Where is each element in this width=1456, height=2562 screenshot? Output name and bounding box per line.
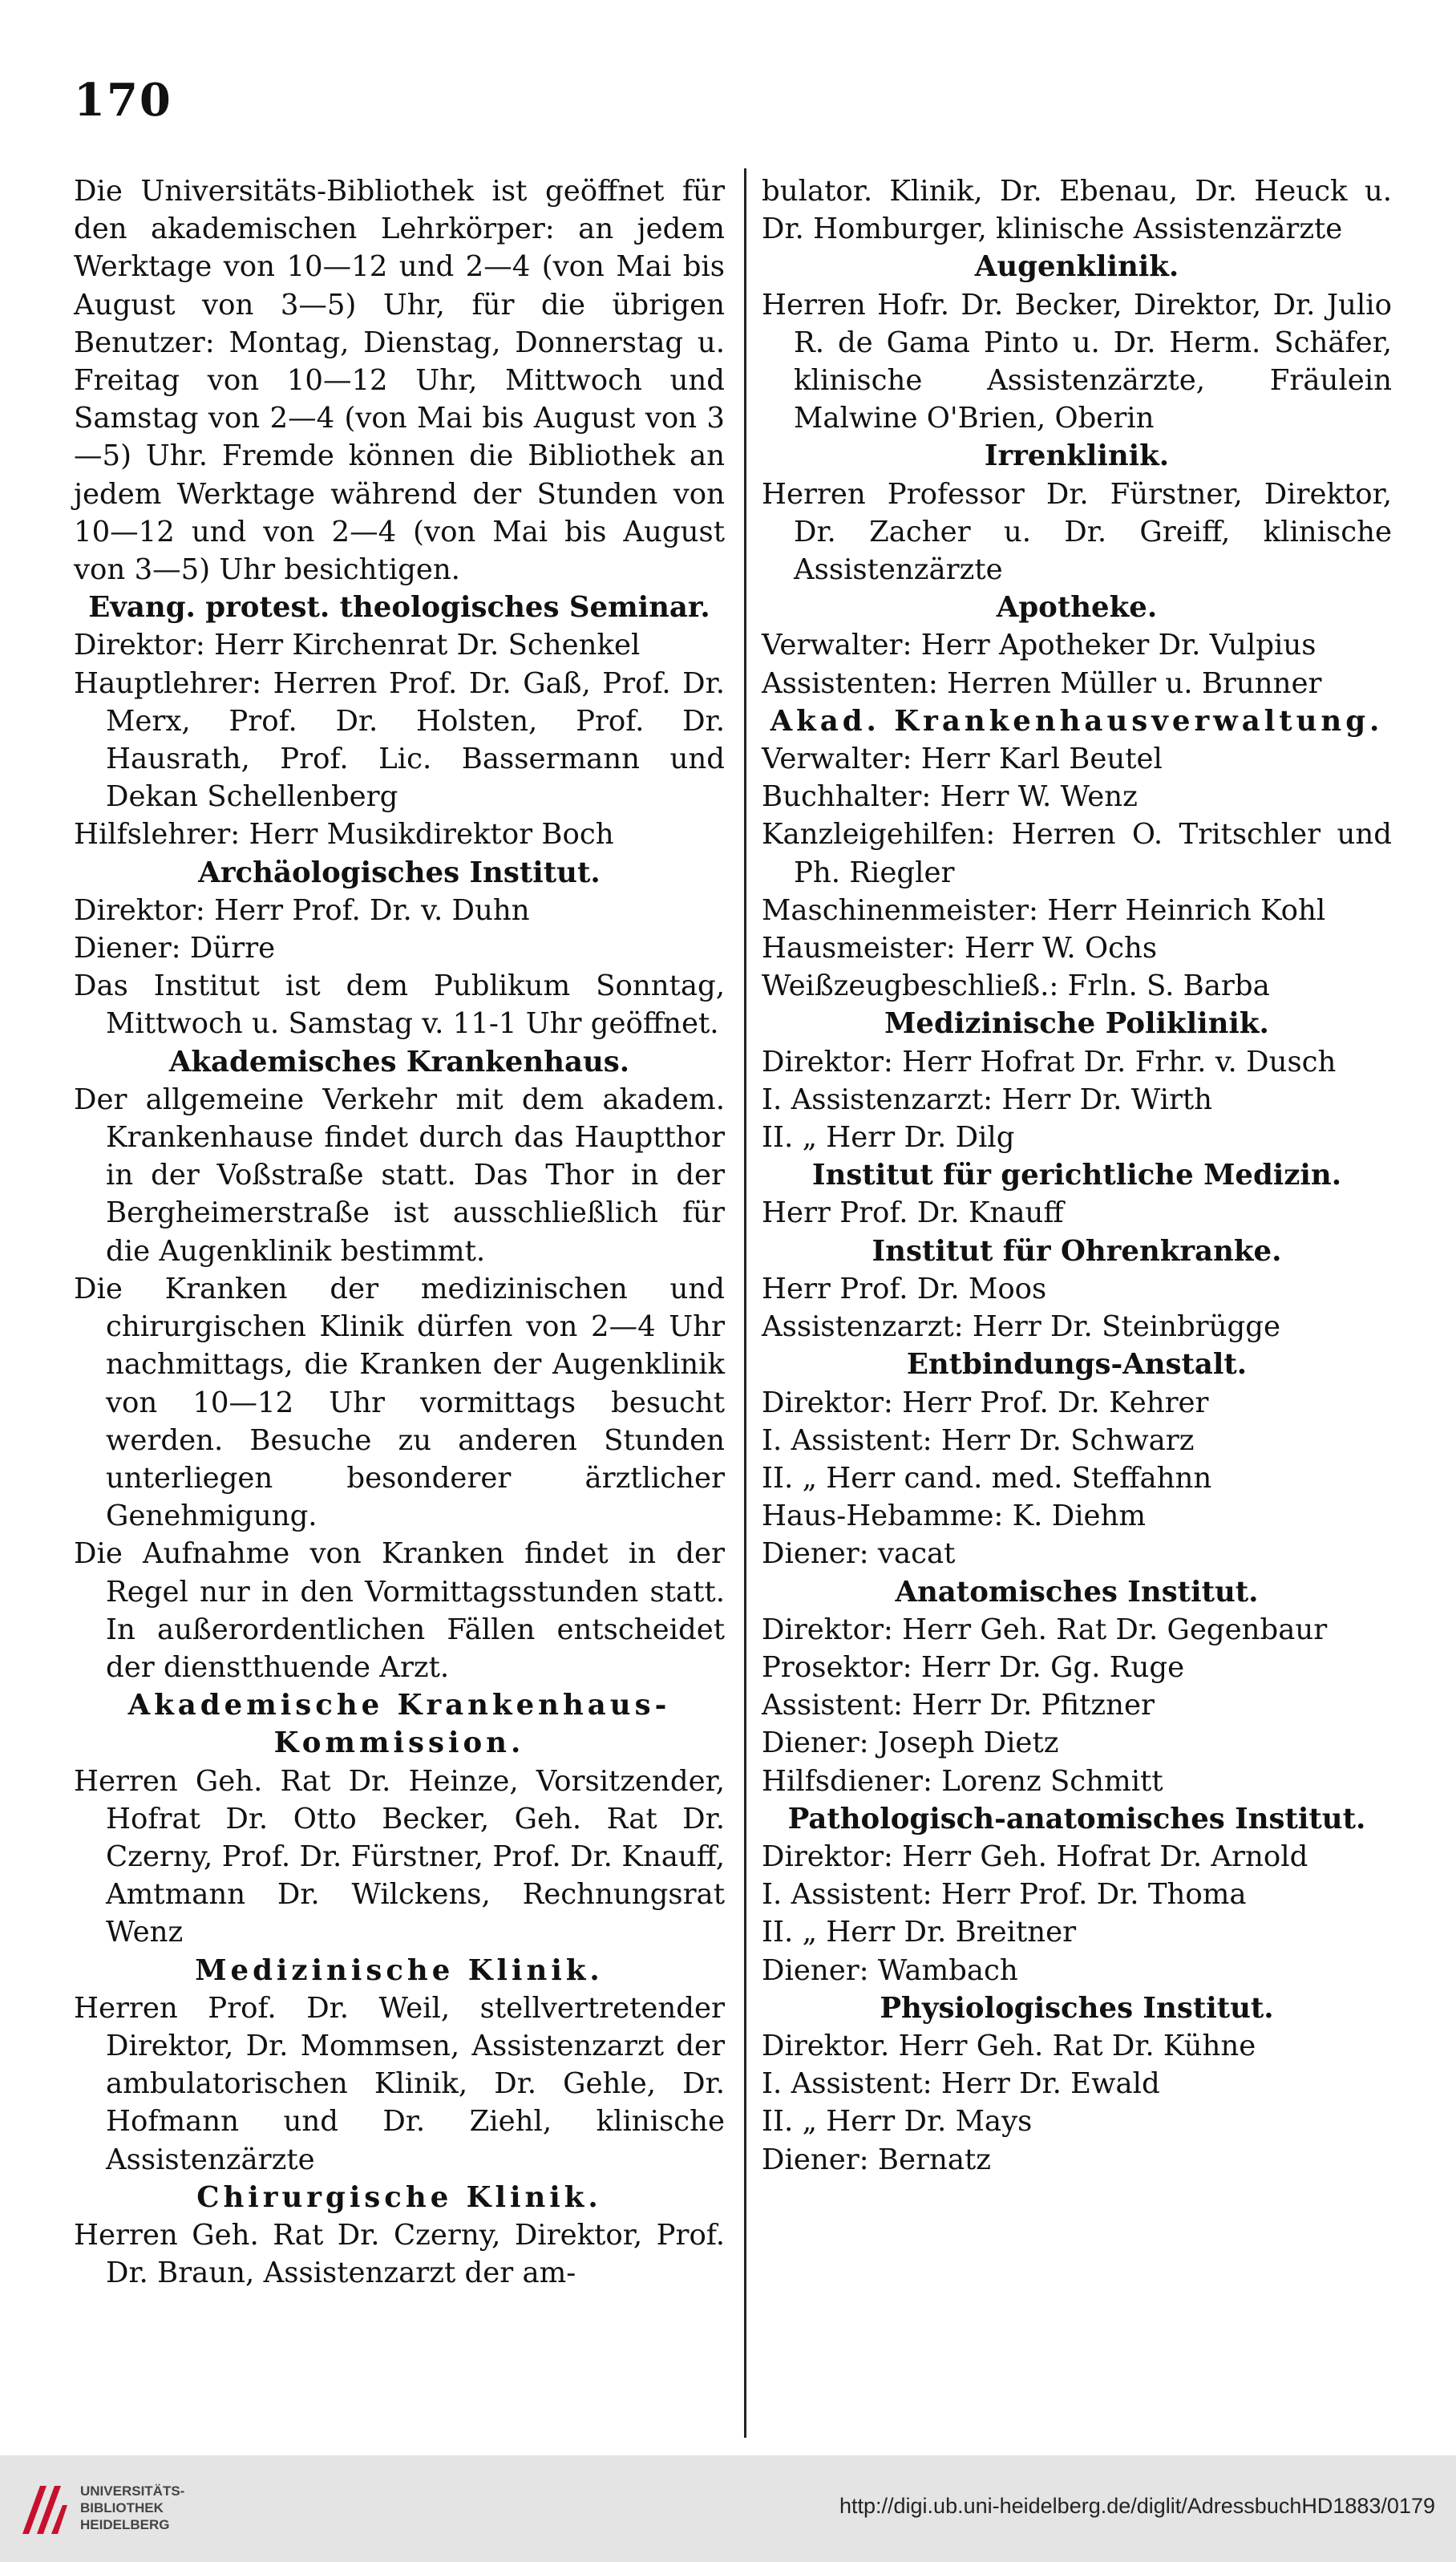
entry-text: Hilfslehrer: Herr Musikdirektor Boch: [74, 818, 614, 852]
entry-text: Herren Professor Dr. Fürstner, Direktor, Dr. Zacher u. Dr. Greiff, klinische Assistenzärzte: [762, 477, 1392, 587]
entry-text: Herren Prof. Dr. Weil, stellvertretender Direktor, Dr. Mommsen, Assistenzarzt der ambulatorischen Klinik, Dr. Gehle, Dr. Hofmann und Dr. Ziehl, klinische Assistenzärzte: [74, 1991, 725, 2176]
section-heading: Akademische Krankenhaus-Kommission.: [127, 1689, 671, 1760]
logo-line: BIBLIOTHEK: [80, 2500, 164, 2515]
section-heading: Archäologisches Institut.: [198, 856, 601, 889]
section-heading: Medizinische Poliklinik.: [884, 1007, 1269, 1041]
entry-text: Assistent: Herr Dr. Pfitzner: [762, 1689, 1155, 1722]
entry-text: II. „ Herr Dr. Dilg: [762, 1121, 1015, 1155]
entry-text: II. „ Herr Dr. Breitner: [762, 1916, 1077, 1949]
entry-text: Kanzleigehilfen: Herren O. Tritschler und Ph. Riegler: [762, 818, 1392, 889]
logo-line: UNIVERSITÄTS-: [80, 2483, 185, 2499]
library-logo-icon: [16, 2478, 72, 2542]
entry-text: Direktor: Herr Prof. Dr. v. Duhn: [74, 893, 530, 927]
left-column: [74, 172, 725, 2292]
entry-text: Weißzeugbeschließ.: Frln. S. Barba: [762, 969, 1270, 1003]
entry-text: II. „ Herr cand. med. Steffahnn: [762, 1461, 1212, 1495]
entry-text: Direktor. Herr Geh. Rat Dr. Kühne: [762, 2029, 1256, 2062]
entry-text: Herr Prof. Dr. Moos: [762, 1272, 1047, 1305]
section-heading: Akad. Krankenhausverwaltung.: [770, 704, 1384, 738]
entry-text: Diener: Joseph Dietz: [762, 1726, 1059, 1760]
entry-text: Herren Geh. Rat Dr. Czerny, Direktor, Prof. Dr. Braun, Assistenzarzt der am-: [74, 2218, 725, 2290]
library-logo-text: [80, 2483, 184, 2533]
entry-text: Assistenten: Herren Müller u. Brunner: [762, 666, 1322, 700]
paragraph-text: bulator. Klinik, Dr. Ebenau, Dr. Heuck u. Dr. Homburger, klinische Assistenzärzte: [762, 175, 1392, 246]
entry-text: Buchhalter: Herr W. Wenz: [762, 780, 1138, 814]
footer-bar: [0, 2455, 1456, 2562]
entry-text: Die Aufnahme von Kranken findet in der Regel nur in den Vormittagsstunden statt. In außerordentlichen Fällen entscheidet der dienstthuende Arzt.: [74, 1537, 725, 1684]
entry-text: II. „ Herr Dr. Mays: [762, 2105, 1033, 2139]
entry-text: Diener: vacat: [762, 1537, 956, 1571]
entry-text: Die Kranken der medizinischen und chirurgischen Klinik dürfen von 2—4 Uhr nachmittags, die Kranken der Augenklinik von 10—12 Uhr vormittags besucht werden. Besuche zu anderen Stunden unterliegen besonderer ärztlicher Genehmigung.: [74, 1272, 725, 1533]
entry-text: Herren Hofr. Dr. Becker, Direktor, Dr. Julio R. de Gama Pinto u. Dr. Herm. Schäfer, klinische Assistenzärzte, Fräulein Malwine O'Brien, Oberin: [762, 288, 1392, 435]
section-heading: Entbindungs-Anstalt.: [906, 1348, 1248, 1382]
entry-text: Prosektor: Herr Dr. Gg. Ruge: [762, 1650, 1185, 1684]
entry-text: Herr Prof. Dr. Knauff: [762, 1196, 1064, 1230]
entry-text: Diener: Wambach: [762, 1953, 1018, 1987]
section-heading: Akademisches Krankenhaus.: [168, 1045, 630, 1079]
entry-text: Verwalter: Herr Apotheker Dr. Vulpius: [762, 629, 1316, 662]
entry-text: Herren Geh. Rat Dr. Heinze, Vorsitzender, Hofrat Dr. Otto Becker, Geh. Rat Dr. Czerny, Prof. Dr. Fürstner, Prof. Dr. Knauff, Amtmann Dr. Wilckens, Rechnungsrat Wenz: [74, 1764, 725, 1949]
entry-text: Direktor: Herr Prof. Dr. Kehrer: [762, 1386, 1209, 1419]
entry-text: I. Assistent: Herr Prof. Dr. Thoma: [762, 1878, 1247, 1912]
section-heading: Anatomisches Institut.: [895, 1575, 1259, 1609]
column-divider: [744, 168, 746, 2438]
entry-text: Verwalter: Herr Karl Beutel: [762, 743, 1163, 776]
page-number: 170: [74, 74, 172, 127]
section-heading: Irrenklinik.: [984, 439, 1170, 473]
right-column: [762, 172, 1392, 2179]
section-heading: Institut für Ohrenkranke.: [872, 1234, 1282, 1268]
entry-text: I. Assistent: Herr Dr. Schwarz: [762, 1423, 1195, 1457]
entry-text: Direktor: Herr Kirchenrat Dr. Schenkel: [74, 629, 641, 662]
entry-text: Diener: Bernatz: [762, 2143, 991, 2176]
section-heading: Institut für gerichtliche Medizin.: [811, 1159, 1342, 1192]
source-url-link[interactable]: http://digi.ub.uni-heidelberg.de/diglit/AdressbuchHD1883/0179: [839, 2494, 1435, 2518]
entry-text: Assistenzarzt: Herr Dr. Steinbrügge: [762, 1310, 1280, 1344]
entry-text: Direktor: Herr Hofrat Dr. Frhr. v. Dusch: [762, 1045, 1337, 1079]
entry-text: Maschinenmeister: Herr Heinrich Kohl: [762, 893, 1326, 927]
section-heading: Pathologisch-anatomisches Institut.: [787, 1802, 1366, 1835]
entry-text: Hilfsdiener: Lorenz Schmitt: [762, 1764, 1163, 1798]
entry-text: Diener: Dürre: [74, 932, 276, 965]
section-heading: Chirurgische Klinik.: [196, 2180, 602, 2214]
section-heading: Evang. protest. theologisches Seminar.: [88, 591, 710, 625]
entry-text: Direktor: Herr Geh. Hofrat Dr. Arnold: [762, 1840, 1308, 1873]
entry-text: I. Assistenzarzt: Herr Dr. Wirth: [762, 1083, 1213, 1116]
entry-text: Haus-Hebamme: K. Diehm: [762, 1500, 1147, 1533]
section-heading: Physiologisches Institut.: [880, 1991, 1274, 2025]
entry-text: Hauptlehrer: Herren Prof. Dr. Gaß, Prof. Dr. Merx, Prof. Dr. Holsten, Prof. Dr. Hausrath, Prof. Lic. Bassermann und Dekan Schellenberg: [74, 666, 725, 814]
section-heading: Medizinische Klinik.: [195, 1953, 604, 1987]
logo-line: HEIDELBERG: [80, 2517, 170, 2532]
entry-text: Das Institut ist dem Publikum Sonntag, Mittwoch u. Samstag v. 11-1 Uhr geöffnet.: [74, 969, 725, 1041]
section-heading: Apotheke.: [996, 591, 1158, 625]
section-heading: Augenklinik.: [974, 250, 1179, 284]
entry-text: Direktor: Herr Geh. Rat Dr. Gegenbaur: [762, 1613, 1328, 1646]
entry-text: Hausmeister: Herr W. Ochs: [762, 932, 1158, 965]
entry-text: Der allgemeine Verkehr mit dem akadem. Krankenhause findet durch das Hauptthor in der Voßstraße statt. Das Thor in der Bergheimerstraße ist ausschließlich für die Augenklinik bestimmt.: [74, 1083, 725, 1268]
paragraph-text: Die Universitäts-Bibliothek ist geöffnet für den akademischen Lehrkörper: an jedem Werktage von 10—12 und 2—4 (von Mai bis August von 3—5) Uhr, für die übrigen Benutzer: Montag, Dienstag, Donnerstag u. Freitag von 10—12 Uhr, Mittwoch und Samstag von 2—4 (von Mai bis August von 3—5) Uhr. Fremde können die Bibliothek an jedem Werktage während der Stunden von 10—12 und von 2—4 (von Mai bis August von 3—5) Uhr besichtigen.: [74, 175, 725, 587]
entry-text: I. Assistent: Herr Dr. Ewald: [762, 2067, 1160, 2101]
